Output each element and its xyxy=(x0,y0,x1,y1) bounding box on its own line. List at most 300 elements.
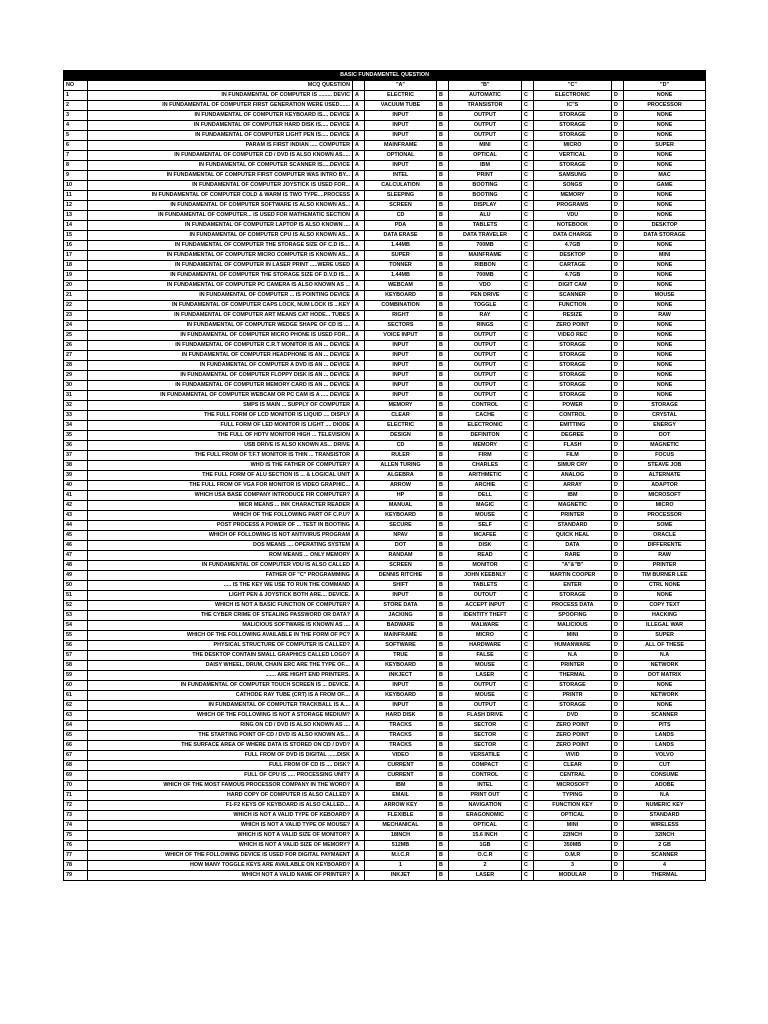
option-a: TONNER xyxy=(365,261,437,271)
table-row xyxy=(64,151,706,161)
option-a-letter: A xyxy=(353,291,365,301)
option-c-letter: C xyxy=(522,411,534,421)
option-c-letter: C xyxy=(522,671,534,681)
option-b-letter: B xyxy=(437,461,449,471)
table-row xyxy=(64,781,706,791)
option-b-letter: B xyxy=(437,651,449,661)
option-a: DESIGN xyxy=(365,431,437,441)
table-row xyxy=(64,301,706,311)
option-c: RESIZE xyxy=(534,311,612,321)
option-c: QUICK HEAL xyxy=(534,531,612,541)
option-d-letter: D xyxy=(612,751,624,761)
header-question: MCQ QUESTION xyxy=(88,81,353,91)
question-text: LIGHT PEN & JOYSTICK BOTH ARE.... DEVICE. xyxy=(88,591,353,601)
question-text: IN FUNDAMENTAL OF COMPUTER FIRST COMPUTER WAS INTRO BY... xyxy=(88,171,353,181)
option-c-letter: C xyxy=(522,341,534,351)
row-number: 16 xyxy=(64,241,88,251)
row-number: 25 xyxy=(64,331,88,341)
row-number: 64 xyxy=(64,721,88,731)
option-a: CURRENT xyxy=(365,771,437,781)
option-b: SELF xyxy=(449,521,522,531)
question-text: WHICH OF THE FOLLOWING AVAILABLE IN THE FORM OF PC? xyxy=(88,631,353,641)
option-d: N.A xyxy=(624,651,706,661)
option-d: MICRO xyxy=(624,501,706,511)
option-b-letter: B xyxy=(437,481,449,491)
option-a: ARROW KEY xyxy=(365,801,437,811)
option-b-letter: B xyxy=(437,161,449,171)
option-a-letter: A xyxy=(353,411,365,421)
header-d: "D" xyxy=(624,81,706,91)
question-text: MALICIOUS SOFTWARE IS KNOWN AS .... xyxy=(88,621,353,631)
option-c: DVD xyxy=(534,711,612,721)
option-b: CACHE xyxy=(449,411,522,421)
option-b: RAY xyxy=(449,311,522,321)
option-a-letter: A xyxy=(353,781,365,791)
option-a-letter: A xyxy=(353,301,365,311)
option-a-letter: A xyxy=(353,561,365,571)
row-number: 37 xyxy=(64,451,88,461)
option-c: 22INCH xyxy=(534,831,612,841)
option-c: NOTEBOOK xyxy=(534,221,612,231)
option-b: RIBBON xyxy=(449,261,522,271)
row-number: 65 xyxy=(64,731,88,741)
question-text: IN FUNDAMENTAL OF COMPUTER THE STORAGE SIZE OF C.D IS.... xyxy=(88,241,353,251)
option-c-letter: C xyxy=(522,631,534,641)
row-number: 62 xyxy=(64,701,88,711)
option-d-letter: D xyxy=(612,581,624,591)
option-a: TRACKS xyxy=(365,741,437,751)
option-a: INPUT xyxy=(365,161,437,171)
row-number: 63 xyxy=(64,711,88,721)
row-number: 4 xyxy=(64,121,88,131)
option-b-letter: B xyxy=(437,111,449,121)
option-c: STORAGE xyxy=(534,161,612,171)
row-number: 36 xyxy=(64,441,88,451)
table-row xyxy=(64,851,706,861)
option-a-letter: A xyxy=(353,751,365,761)
option-d-letter: D xyxy=(612,501,624,511)
question-text: ....... ARE HIGHT END PRINTERS. xyxy=(88,671,353,681)
table-row xyxy=(64,311,706,321)
option-b-letter: B xyxy=(437,721,449,731)
option-d: NONE xyxy=(624,701,706,711)
table-row xyxy=(64,191,706,201)
option-a: CURRENT xyxy=(365,761,437,771)
table-row xyxy=(64,291,706,301)
option-d-letter: D xyxy=(612,451,624,461)
table-row xyxy=(64,811,706,821)
option-d-letter: D xyxy=(612,391,624,401)
option-c-letter: C xyxy=(522,741,534,751)
option-c: THERMAL xyxy=(534,671,612,681)
row-number: 72 xyxy=(64,801,88,811)
option-d-letter: D xyxy=(612,831,624,841)
option-d: NONE xyxy=(624,121,706,131)
option-d-letter: D xyxy=(612,181,624,191)
option-d-letter: D xyxy=(612,211,624,221)
question-text: IN FUNDAMENTAL OF COMPUTER TRACKBALL IS A.... xyxy=(88,701,353,711)
option-d: PROCESSOR xyxy=(624,101,706,111)
option-b-letter: B xyxy=(437,281,449,291)
option-d-letter: D xyxy=(612,101,624,111)
option-d-letter: D xyxy=(612,471,624,481)
option-c-letter: C xyxy=(522,291,534,301)
row-number: 24 xyxy=(64,321,88,331)
row-number: 39 xyxy=(64,471,88,481)
option-d-letter: D xyxy=(612,701,624,711)
option-d-letter: D xyxy=(612,591,624,601)
option-c-letter: C xyxy=(522,231,534,241)
option-d: MAC xyxy=(624,171,706,181)
row-number: 28 xyxy=(64,361,88,371)
option-c: MINI xyxy=(534,821,612,831)
option-a-letter: A xyxy=(353,401,365,411)
row-number: 41 xyxy=(64,491,88,501)
option-a-letter: A xyxy=(353,281,365,291)
option-b-letter: B xyxy=(437,291,449,301)
option-d-letter: D xyxy=(612,371,624,381)
option-c: ELECTRONIC xyxy=(534,91,612,101)
option-c: CENTRAL xyxy=(534,771,612,781)
option-d: PITS xyxy=(624,721,706,731)
option-d: NETWORK xyxy=(624,691,706,701)
option-c: SIMUR CRY xyxy=(534,461,612,471)
option-d-letter: D xyxy=(612,221,624,231)
option-d-letter: D xyxy=(612,791,624,801)
table-row xyxy=(64,861,706,871)
option-a-letter: A xyxy=(353,181,365,191)
table-row xyxy=(64,451,706,461)
table-row xyxy=(64,201,706,211)
option-d-letter: D xyxy=(612,631,624,641)
option-d: CRYSTAL xyxy=(624,411,706,421)
table-row xyxy=(64,731,706,741)
option-c-letter: C xyxy=(522,821,534,831)
option-c: MARTIN COOPER xyxy=(534,571,612,581)
option-d: SUPER xyxy=(624,631,706,641)
option-c-letter: C xyxy=(522,811,534,821)
question-text: IN FUNDAMENTAL OF COMPUTER PC CAMERA IS ALSO KNOWN AS ... xyxy=(88,281,353,291)
option-c-letter: C xyxy=(522,761,534,771)
option-a-letter: A xyxy=(353,581,365,591)
option-b: OUTPUT xyxy=(449,701,522,711)
question-text: WHICH USA BASE COMPANY INTRODUCE FIR COMPUTER? xyxy=(88,491,353,501)
question-text: IN FUNDAMENTAL OF COMPUTER WEBCAM OR PC CAM IS A ..... DEVICE xyxy=(88,391,353,401)
question-text: IN FUNDAMENTAL OF COMPUTER A DVD IS AN ... DEVICE xyxy=(88,361,353,371)
question-text: USB DRIVE IS ALSO KNOWN AS... DRIVE xyxy=(88,441,353,451)
option-a-letter: A xyxy=(353,461,365,471)
question-text: WHICH OF THE FOLLOWING IS NOT A STORAGE MEDIUM? xyxy=(88,711,353,721)
option-d: SCANNER xyxy=(624,711,706,721)
row-number: 69 xyxy=(64,771,88,781)
option-d: 32INCH xyxy=(624,831,706,841)
option-c: RARE xyxy=(534,551,612,561)
option-c-letter: C xyxy=(522,681,534,691)
option-a-letter: A xyxy=(353,211,365,221)
option-b: DEFINITON xyxy=(449,431,522,441)
option-a-letter: A xyxy=(353,531,365,541)
question-text: IN FUNDAMENTAL OF COMPUTER HEADPHONE IS AN ... DEVICE xyxy=(88,351,353,361)
question-text: FULL OF CPU IS ..... PROCESSING UNIT? xyxy=(88,771,353,781)
option-a-letter: A xyxy=(353,381,365,391)
row-number: 76 xyxy=(64,841,88,851)
option-c-letter: C xyxy=(522,641,534,651)
row-number: 71 xyxy=(64,791,88,801)
option-a-letter: A xyxy=(353,481,365,491)
option-d: CTRL NONE xyxy=(624,581,706,591)
option-a: NPAV xyxy=(365,531,437,541)
option-c: SONGS xyxy=(534,181,612,191)
option-d-letter: D xyxy=(612,781,624,791)
mcq-table xyxy=(63,70,706,881)
option-c: STORAGE xyxy=(534,341,612,351)
option-c: VIDEO REC xyxy=(534,331,612,341)
option-a-letter: A xyxy=(353,841,365,851)
option-a: VACUUM TUBE xyxy=(365,101,437,111)
option-b-letter: B xyxy=(437,611,449,621)
option-d: DOT xyxy=(624,431,706,441)
row-number: 59 xyxy=(64,671,88,681)
option-a-letter: A xyxy=(353,541,365,551)
option-a: INPUT xyxy=(365,341,437,351)
option-b: MAINFRAME xyxy=(449,251,522,261)
question-text: THE FULL FROM OF T.F.T MONITOR IS THIN ... TRANSISTOR xyxy=(88,451,353,461)
option-d-letter: D xyxy=(612,121,624,131)
option-c-letter: C xyxy=(522,561,534,571)
option-a: INPUT xyxy=(365,591,437,601)
option-b-letter: B xyxy=(437,341,449,351)
option-c-letter: C xyxy=(522,581,534,591)
option-a: VOICE INPUT xyxy=(365,331,437,341)
option-b-letter: B xyxy=(437,631,449,641)
option-b: LASER xyxy=(449,671,522,681)
option-a-letter: A xyxy=(353,731,365,741)
option-d-letter: D xyxy=(612,531,624,541)
table-row xyxy=(64,621,706,631)
option-a: EMAIL xyxy=(365,791,437,801)
option-c: ZERO POINT xyxy=(534,731,612,741)
option-d: STANDARD xyxy=(624,811,706,821)
header-b: "B" xyxy=(449,81,522,91)
option-c: ANALOG xyxy=(534,471,612,481)
table-title: BASIC FUNDAMENTEL QUESTION xyxy=(64,71,706,81)
option-d: THERMAL xyxy=(624,871,706,881)
question-text: WHICH OF THE MOST FAMOUS PROCESSOR COMPANY IN THE WORD? xyxy=(88,781,353,791)
row-number: 67 xyxy=(64,751,88,761)
option-c-letter: C xyxy=(522,871,534,881)
option-d: NONE xyxy=(624,261,706,271)
option-d-letter: D xyxy=(612,871,624,881)
option-c: STORAGE xyxy=(534,351,612,361)
option-b: NAVIGATION xyxy=(449,801,522,811)
option-c-letter: C xyxy=(522,571,534,581)
option-a: INPUT xyxy=(365,111,437,121)
option-b: MOUSE xyxy=(449,661,522,671)
option-c-letter: C xyxy=(522,551,534,561)
option-c-letter: C xyxy=(522,841,534,851)
option-a-letter: A xyxy=(353,361,365,371)
option-d-letter: D xyxy=(612,571,624,581)
question-text: FULL FROM OF DVD IS DIGITAL ......DISK xyxy=(88,751,353,761)
option-d: NONE xyxy=(624,191,706,201)
table-row xyxy=(64,771,706,781)
option-a: SCREEN xyxy=(365,561,437,571)
option-d: NONE xyxy=(624,91,706,101)
option-b-letter: B xyxy=(437,541,449,551)
option-b-letter: B xyxy=(437,301,449,311)
option-a: SUPER xyxy=(365,251,437,261)
question-text: HARD COPY OF COMPUTER IS ALSO CALLED? xyxy=(88,791,353,801)
option-a-letter: A xyxy=(353,241,365,251)
row-number: 47 xyxy=(64,551,88,561)
option-d-letter: D xyxy=(612,291,624,301)
table-row xyxy=(64,241,706,251)
table-row xyxy=(64,551,706,561)
option-b: FLASH DRIVE xyxy=(449,711,522,721)
row-number: 53 xyxy=(64,611,88,621)
option-c: OPTICAL xyxy=(534,811,612,821)
option-b-letter: B xyxy=(437,91,449,101)
table-row xyxy=(64,131,706,141)
option-d: 2 GB xyxy=(624,841,706,851)
table-row xyxy=(64,651,706,661)
option-a: ALLEN TURING xyxy=(365,461,437,471)
option-c: ZERO POINT xyxy=(534,721,612,731)
option-d: NONE xyxy=(624,201,706,211)
table-row xyxy=(64,271,706,281)
option-d-letter: D xyxy=(612,711,624,721)
option-c-letter: C xyxy=(522,701,534,711)
option-d-letter: D xyxy=(612,241,624,251)
option-c: STORAGE xyxy=(534,361,612,371)
option-a: KEYBOARD xyxy=(365,691,437,701)
option-c: EMITTING xyxy=(534,421,612,431)
option-c-letter: C xyxy=(522,431,534,441)
option-a-letter: A xyxy=(353,551,365,561)
table-row xyxy=(64,631,706,641)
option-d-letter: D xyxy=(612,321,624,331)
option-b-letter: B xyxy=(437,871,449,881)
table-row xyxy=(64,181,706,191)
option-b: MONITOR xyxy=(449,561,522,571)
question-text: IN FUNDAMENTAL OF COMPUTER VDU IS ALSO CALLED xyxy=(88,561,353,571)
option-a-letter: A xyxy=(353,761,365,771)
table-row xyxy=(64,801,706,811)
table-row xyxy=(64,561,706,571)
table-row xyxy=(64,111,706,121)
row-number: 46 xyxy=(64,541,88,551)
option-a: DATA ERASE xyxy=(365,231,437,241)
option-b: SECTOR xyxy=(449,731,522,741)
table-row xyxy=(64,361,706,371)
option-d-letter: D xyxy=(612,311,624,321)
question-text: WHICH OF FOLLOWING IS NOT ANTIVIRUS PROGRAM xyxy=(88,531,353,541)
option-a-letter: A xyxy=(353,491,365,501)
option-c: MAGNETIC xyxy=(534,501,612,511)
option-c: CONTROL xyxy=(534,411,612,421)
question-text: WHICH IS NOT A VALID TYPE OF MOUSE? xyxy=(88,821,353,831)
option-d: NONE xyxy=(624,681,706,691)
option-a: 1.44MB xyxy=(365,271,437,281)
option-a: INKJET xyxy=(365,871,437,881)
option-b: DATA TRAVELER xyxy=(449,231,522,241)
row-number: 57 xyxy=(64,651,88,661)
option-b-letter: B xyxy=(437,351,449,361)
row-number: 31 xyxy=(64,391,88,401)
row-number: 8 xyxy=(64,161,88,171)
option-a-letter: A xyxy=(353,471,365,481)
table-row xyxy=(64,211,706,221)
option-b: JOHN KEEBNLY xyxy=(449,571,522,581)
option-b-letter: B xyxy=(437,471,449,481)
option-a-letter: A xyxy=(353,651,365,661)
option-a-letter: A xyxy=(353,311,365,321)
option-a-letter: A xyxy=(353,711,365,721)
option-d-letter: D xyxy=(612,131,624,141)
table-row xyxy=(64,141,706,151)
table-row xyxy=(64,121,706,131)
option-a-letter: A xyxy=(353,391,365,401)
table-row xyxy=(64,321,706,331)
option-a-letter: A xyxy=(353,591,365,601)
option-c-letter: C xyxy=(522,241,534,251)
option-b-letter: B xyxy=(437,841,449,851)
option-d-letter: D xyxy=(612,731,624,741)
option-a: 512MB xyxy=(365,841,437,851)
row-number: 60 xyxy=(64,681,88,691)
option-c: MALICIOUS xyxy=(534,621,612,631)
table-row xyxy=(64,431,706,441)
option-b-letter: B xyxy=(437,661,449,671)
option-a: INPUT xyxy=(365,701,437,711)
option-b-letter: B xyxy=(437,211,449,221)
option-b: OUTPUT xyxy=(449,351,522,361)
question-text: IN FUNDAMENTAL OF COMPUTER CPU IS ALSO KNOWN AS... xyxy=(88,231,353,241)
option-d-letter: D xyxy=(612,111,624,121)
option-a: SECTORS xyxy=(365,321,437,331)
question-text: THE STARTING POINT OF CD / DVD IS ALSO KNOWN AS.... xyxy=(88,731,353,741)
option-b-letter: B xyxy=(437,861,449,871)
option-d: SUPER xyxy=(624,141,706,151)
option-b: PEN DRIVE xyxy=(449,291,522,301)
row-number: 51 xyxy=(64,591,88,601)
option-c-letter: C xyxy=(522,91,534,101)
option-d: MICROSOFT xyxy=(624,491,706,501)
table-row xyxy=(64,371,706,381)
option-d-letter: D xyxy=(612,411,624,421)
option-c-letter: C xyxy=(522,721,534,731)
option-c-letter: C xyxy=(522,601,534,611)
option-b-letter: B xyxy=(437,511,449,521)
option-b-letter: B xyxy=(437,831,449,841)
question-text: PARAM IS FIRST INDIAN ..... COMPUTER xyxy=(88,141,353,151)
question-text: SMPS IS MAIN ... SUPPLY OF COMPUTER xyxy=(88,401,353,411)
table-row xyxy=(64,411,706,421)
option-c-letter: C xyxy=(522,391,534,401)
option-c: "A"&"B" xyxy=(534,561,612,571)
option-a: KEYBOARD xyxy=(365,511,437,521)
option-a-letter: A xyxy=(353,151,365,161)
table-row xyxy=(64,421,706,431)
question-text: WHICH IS NOT A VALID TYPE OF KEBOARD? xyxy=(88,811,353,821)
option-a-letter: A xyxy=(353,231,365,241)
option-d-letter: D xyxy=(612,651,624,661)
question-text: HOW MANY TOGGLE KEYS ARE AVAILABLE ON KEYBOARD? xyxy=(88,861,353,871)
option-b-letter: B xyxy=(437,321,449,331)
option-d-letter: D xyxy=(612,681,624,691)
option-d: NETWORK xyxy=(624,661,706,671)
option-d: NONE xyxy=(624,211,706,221)
